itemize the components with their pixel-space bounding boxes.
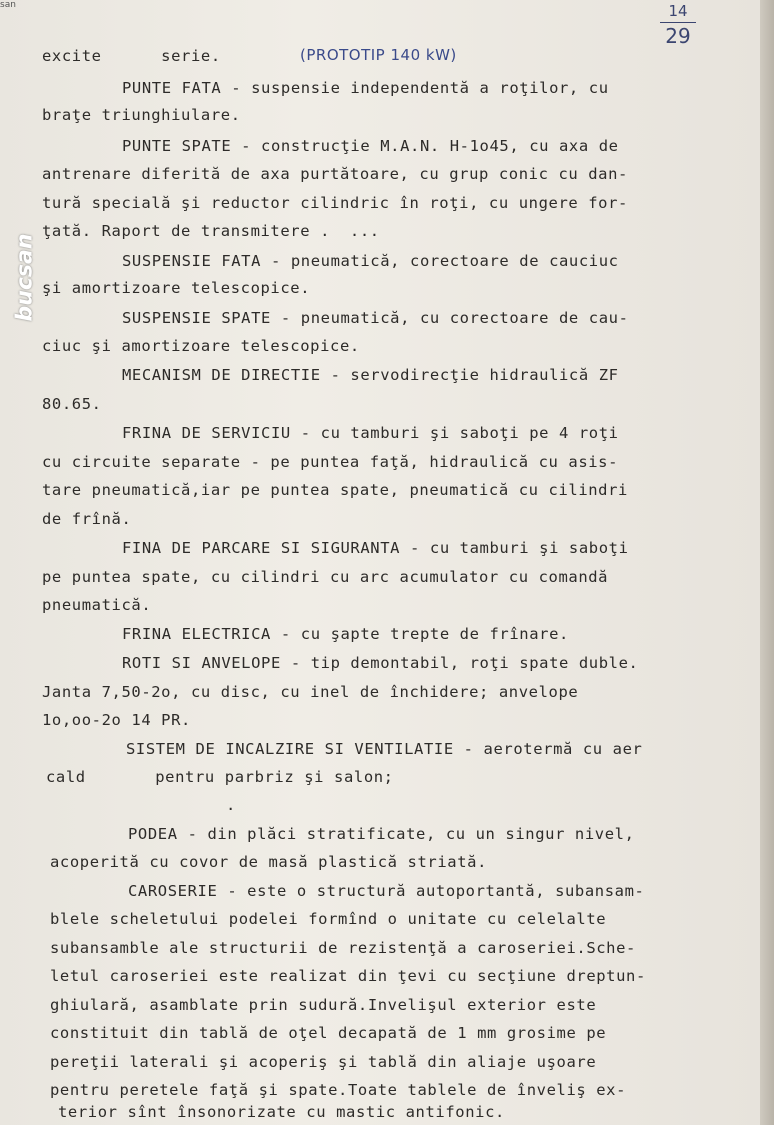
- text-line: 1o,oo-2o 14 PR.: [42, 711, 191, 729]
- text-line: ROTI SI ANVELOPE - tip demontabil, roţi spate duble.: [122, 654, 639, 672]
- page-edge: [760, 0, 774, 1125]
- text-line: excite serie.: [42, 47, 221, 65]
- corner-label: san: [0, 0, 16, 10]
- handwritten-note: (PROTOTIP 140 kW): [300, 46, 457, 64]
- text-line: pe puntea spate, cu cilindri cu arc acumulator cu comandă: [42, 568, 609, 586]
- text-line: şi amortizoare telescopice.: [42, 279, 311, 297]
- text-line: .: [226, 796, 236, 814]
- text-line: CAROSERIE - este o structură autoportantă, subansam-: [128, 882, 645, 900]
- text-line: FRINA DE SERVICIU - cu tamburi şi saboţi pe 4 roţi: [122, 424, 619, 442]
- watermark-text: bucsan: [12, 232, 38, 322]
- text-line: PUNTE FATA - suspensie independentă a roţilor, cu: [122, 79, 609, 97]
- page-number-rule: [660, 22, 696, 23]
- text-line: pentru peretele faţă şi spate.Toate tablele de înveliş ex-: [50, 1081, 627, 1099]
- text-line: cald pentru parbriz şi salon;: [46, 768, 394, 786]
- text-line: terior sînt însonorizate cu mastic antifonic.: [58, 1103, 505, 1121]
- text-line: SISTEM DE INCALZIRE SI VENTILATIE - aerotermă cu aer: [126, 740, 643, 758]
- text-line: blele scheletului podelei formînd o unitate cu celelalte: [50, 910, 607, 928]
- text-line: SUSPENSIE FATA - pneumatică, corectoare de cauciuc: [122, 252, 619, 270]
- text-line: cu circuite separate - pe puntea faţă, hidraulică cu asis-: [42, 453, 619, 471]
- text-line: letul caroseriei este realizat din ţevi cu secţiune dreptun-: [50, 967, 646, 985]
- page-number-top: 14: [668, 2, 688, 20]
- text-line: pereţii laterali şi acoperiş şi tablă din aliaje uşoare: [50, 1053, 597, 1071]
- text-line: constituit din tablă de oţel decapată de 1 mm grosime pe: [50, 1024, 607, 1042]
- text-line: FINA DE PARCARE SI SIGURANTA - cu tamburi şi saboţi: [122, 539, 629, 557]
- text-line: PUNTE SPATE - construcţie M.A.N. H-1o45, cu axa de: [122, 137, 619, 155]
- text-line: FRINA ELECTRICA - cu şapte trepte de frînare.: [122, 625, 569, 643]
- text-line: acoperită cu covor de masă plastică striată.: [50, 853, 487, 871]
- text-line: de frînă.: [42, 510, 132, 528]
- text-line: tură specială şi reductor cilindric în roţi, cu ungere for-: [42, 194, 628, 212]
- text-line: Janta 7,50-2o, cu disc, cu inel de închidere; anvelope: [42, 683, 579, 701]
- text-line: SUSPENSIE SPATE - pneumatică, cu corectoare de cau-: [122, 309, 629, 327]
- text-line: PODEA - din plăci stratificate, cu un singur nivel,: [128, 825, 635, 843]
- text-line: subansamble ale structurii de rezistenţă a caroseriei.Sche-: [50, 939, 636, 957]
- text-line: pneumatică.: [42, 596, 152, 614]
- text-line: antrenare diferită de axa purtătoare, cu grup conic cu dan-: [42, 165, 628, 183]
- page-number-bottom: 29: [665, 24, 691, 48]
- page-number: [656, 2, 700, 47]
- text-line: ciuc şi amortizoare telescopice.: [42, 337, 360, 355]
- text-line: MECANISM DE DIRECTIE - servodirecţie hidraulică ZF: [122, 366, 619, 384]
- text-line: tare pneumatică,iar pe puntea spate, pneumatică cu cilindri: [42, 481, 628, 499]
- text-line: ţată. Raport de transmitere . ...: [42, 222, 380, 240]
- watermark: [8, 222, 42, 332]
- text-line: 80.65.: [42, 395, 102, 413]
- text-line: braţe triunghiulare.: [42, 106, 241, 124]
- text-line: ghiulară, asamblate prin sudură.Invelişul exterior este: [50, 996, 597, 1014]
